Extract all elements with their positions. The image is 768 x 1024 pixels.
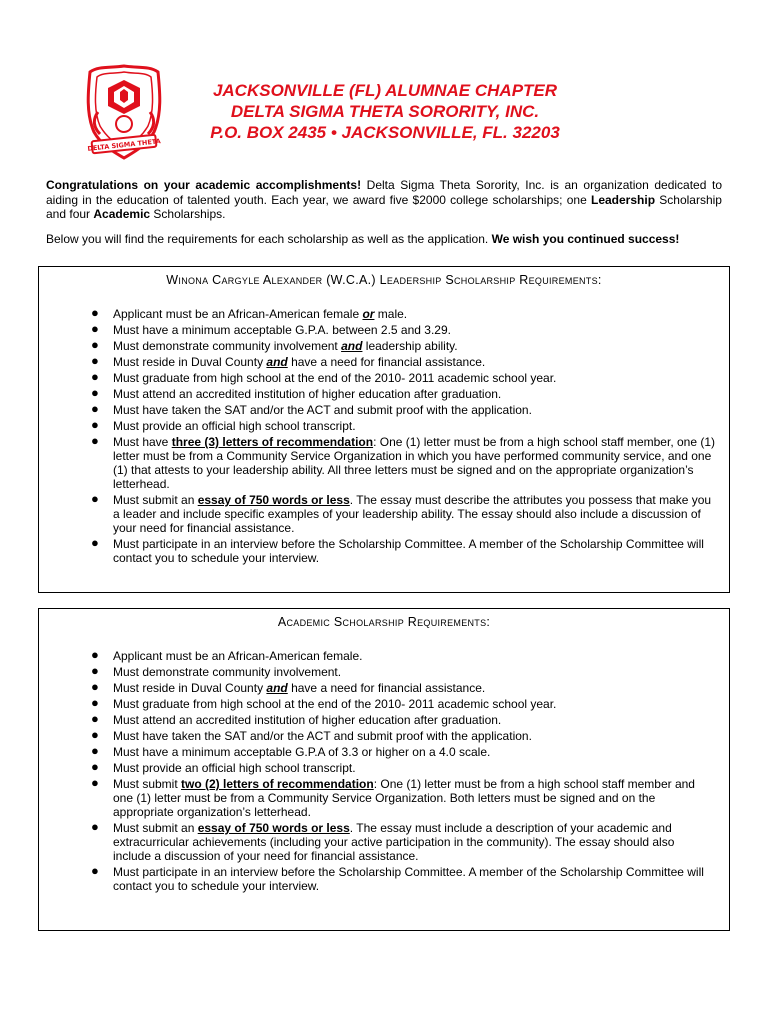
list-item: ● Must attend an accredited institution of higher education after graduation. <box>91 385 502 401</box>
bullet-icon: ● <box>91 759 99 774</box>
academic-requirements-list <box>39 649 729 893</box>
bullet-icon: ● <box>91 321 99 336</box>
list-item: ● Must have a minimum acceptable G.P.A of 3.3 or higher on a 4.0 scale. <box>91 743 491 759</box>
intro-academic: Academic <box>93 207 151 221</box>
intro-text-a: Delta Sigma Theta Sorority, Inc. is an organization dedicated to aiding in the education of talented youth. Each year, we award five $2000 college scholarships; one <box>46 178 722 207</box>
list-item: ● Must have three (3) letters of recommendation: One (1) letter must be from a high school staff member, one (1) letter must be from a Community Service Organization in which you have performed community service, and one (1) that attests to your leadership ability. All three letters must be signed and on the appropriate organization’s letterhead. <box>91 433 716 491</box>
list-item: ● Must provide an official high school transcript. <box>91 759 356 775</box>
address-separator: • <box>330 123 337 142</box>
wish-success-text: We wish you continued success! <box>491 231 680 246</box>
bullet-icon: ● <box>91 433 99 448</box>
sorority-name: DELTA SIGMA THETA SORORITY, INC. <box>230 102 540 121</box>
academic-requirements-title: Academic Scholarship Requirements: <box>277 615 491 629</box>
intro-section <box>46 178 722 256</box>
bullet-icon: ● <box>91 663 99 678</box>
bullet-icon: ● <box>91 647 99 662</box>
chapter-name: JACKSONVILLE (FL) ALUMNAE CHAPTER <box>212 81 558 100</box>
list-item: ● Must have a minimum acceptable G.P.A. between 2.5 and 3.29. <box>91 321 451 337</box>
bullet-icon: ● <box>91 679 99 694</box>
leadership-requirements-title: Winona Cargyle Alexander (W.C.A.) Leadership Scholarship Requirements: <box>166 273 602 287</box>
crest-banner-text: DELTA SIGMA THETA <box>87 137 162 153</box>
list-item: ● Must demonstrate community involvement. <box>91 663 342 679</box>
intro-p2-text: Below you will find the requirements for each scholarship as well as the application. <box>46 231 492 246</box>
bullet-icon: ● <box>91 491 99 506</box>
list-item: ● Must graduate from high school at the end of the 2010- 2011 academic school year. <box>91 695 557 711</box>
intro-paragraph-2 <box>46 232 722 247</box>
intro-text-c: Scholarships. <box>150 207 226 221</box>
list-item: ● Applicant must be an African-American female or male. <box>91 305 408 321</box>
bullet-icon: ● <box>91 417 99 432</box>
bullet-icon: ● <box>91 819 99 834</box>
bullet-icon: ● <box>91 743 99 758</box>
list-item: ● Must participate in an interview before the Scholarship Committee. A member of the Scholarship Committee will contact you to schedule your interview. <box>91 535 704 565</box>
list-item: ● Applicant must be an African-American female. <box>91 647 363 663</box>
list-item: ● Must graduate from high school at the end of the 2010- 2011 academic school year. <box>91 369 557 385</box>
bullet-icon: ● <box>91 401 99 416</box>
letterhead <box>185 80 585 143</box>
bullet-icon: ● <box>91 727 99 742</box>
list-item: ● Must have taken the SAT and/or the ACT and submit proof with the application. <box>91 727 532 743</box>
sorority-crest-logo <box>78 62 170 162</box>
list-item: ● Must submit two (2) letters of recommendation: One (1) letter must be from a high school staff member and one (1) letter must be from a Community Service Organization. Both letters must be signed and on the appropriate organization’s letterhead. <box>91 775 695 819</box>
list-item: ● Must demonstrate community involvement and leadership ability. <box>91 337 458 353</box>
list-item: ● Must participate in an interview before the Scholarship Committee. A member of the Scholarship Committee will contact you to schedule your interview. <box>91 863 704 893</box>
bullet-icon: ● <box>91 695 99 710</box>
bullet-icon: ● <box>91 337 99 352</box>
list-item: ● Must provide an official high school transcript. <box>91 417 356 433</box>
list-item: ● Must have taken the SAT and/or the ACT and submit proof with the application. <box>91 401 532 417</box>
bullet-icon: ● <box>91 353 99 368</box>
bullet-icon: ● <box>91 385 99 400</box>
intro-paragraph-1 <box>46 178 722 222</box>
bullet-icon: ● <box>91 711 99 726</box>
intro-text-b: Scholarship and four <box>46 192 722 221</box>
po-box: P.O. BOX 2435 <box>210 123 327 142</box>
bullet-icon: ● <box>91 535 99 550</box>
mailing-address <box>185 122 585 143</box>
leadership-requirements-box <box>38 266 730 593</box>
list-item: ● Must reside in Duval County and have a need for financial assistance. <box>91 353 486 369</box>
leadership-requirements-list <box>39 307 729 565</box>
list-item: ● Must submit an essay of 750 words or less. The essay must include a description of your academic and extracurricular achievements (including your active participation in the community). The essay should also include a discussion of your need for financial assistance. <box>91 819 675 863</box>
intro-leadership: Leadership <box>591 192 656 207</box>
bullet-icon: ● <box>91 863 99 878</box>
bullet-icon: ● <box>91 775 99 790</box>
bullet-icon: ● <box>91 305 99 320</box>
academic-requirements-box <box>38 608 730 931</box>
city-state-zip: JACKSONVILLE, FL. 32203 <box>341 123 560 142</box>
list-item: ● Must submit an essay of 750 words or less. The essay must describe the attributes you possess that make you a leader and include specific examples of your leadership ability. The essay should also include a discussion of your need for financial assistance. <box>91 491 712 535</box>
list-item: ● Must reside in Duval County and have a need for financial assistance. <box>91 679 486 695</box>
list-item: ● Must attend an accredited institution of higher education after graduation. <box>91 711 502 727</box>
bullet-icon: ● <box>91 369 99 384</box>
congrats-text: Congratulations on your academic accomplishments! <box>46 178 362 192</box>
